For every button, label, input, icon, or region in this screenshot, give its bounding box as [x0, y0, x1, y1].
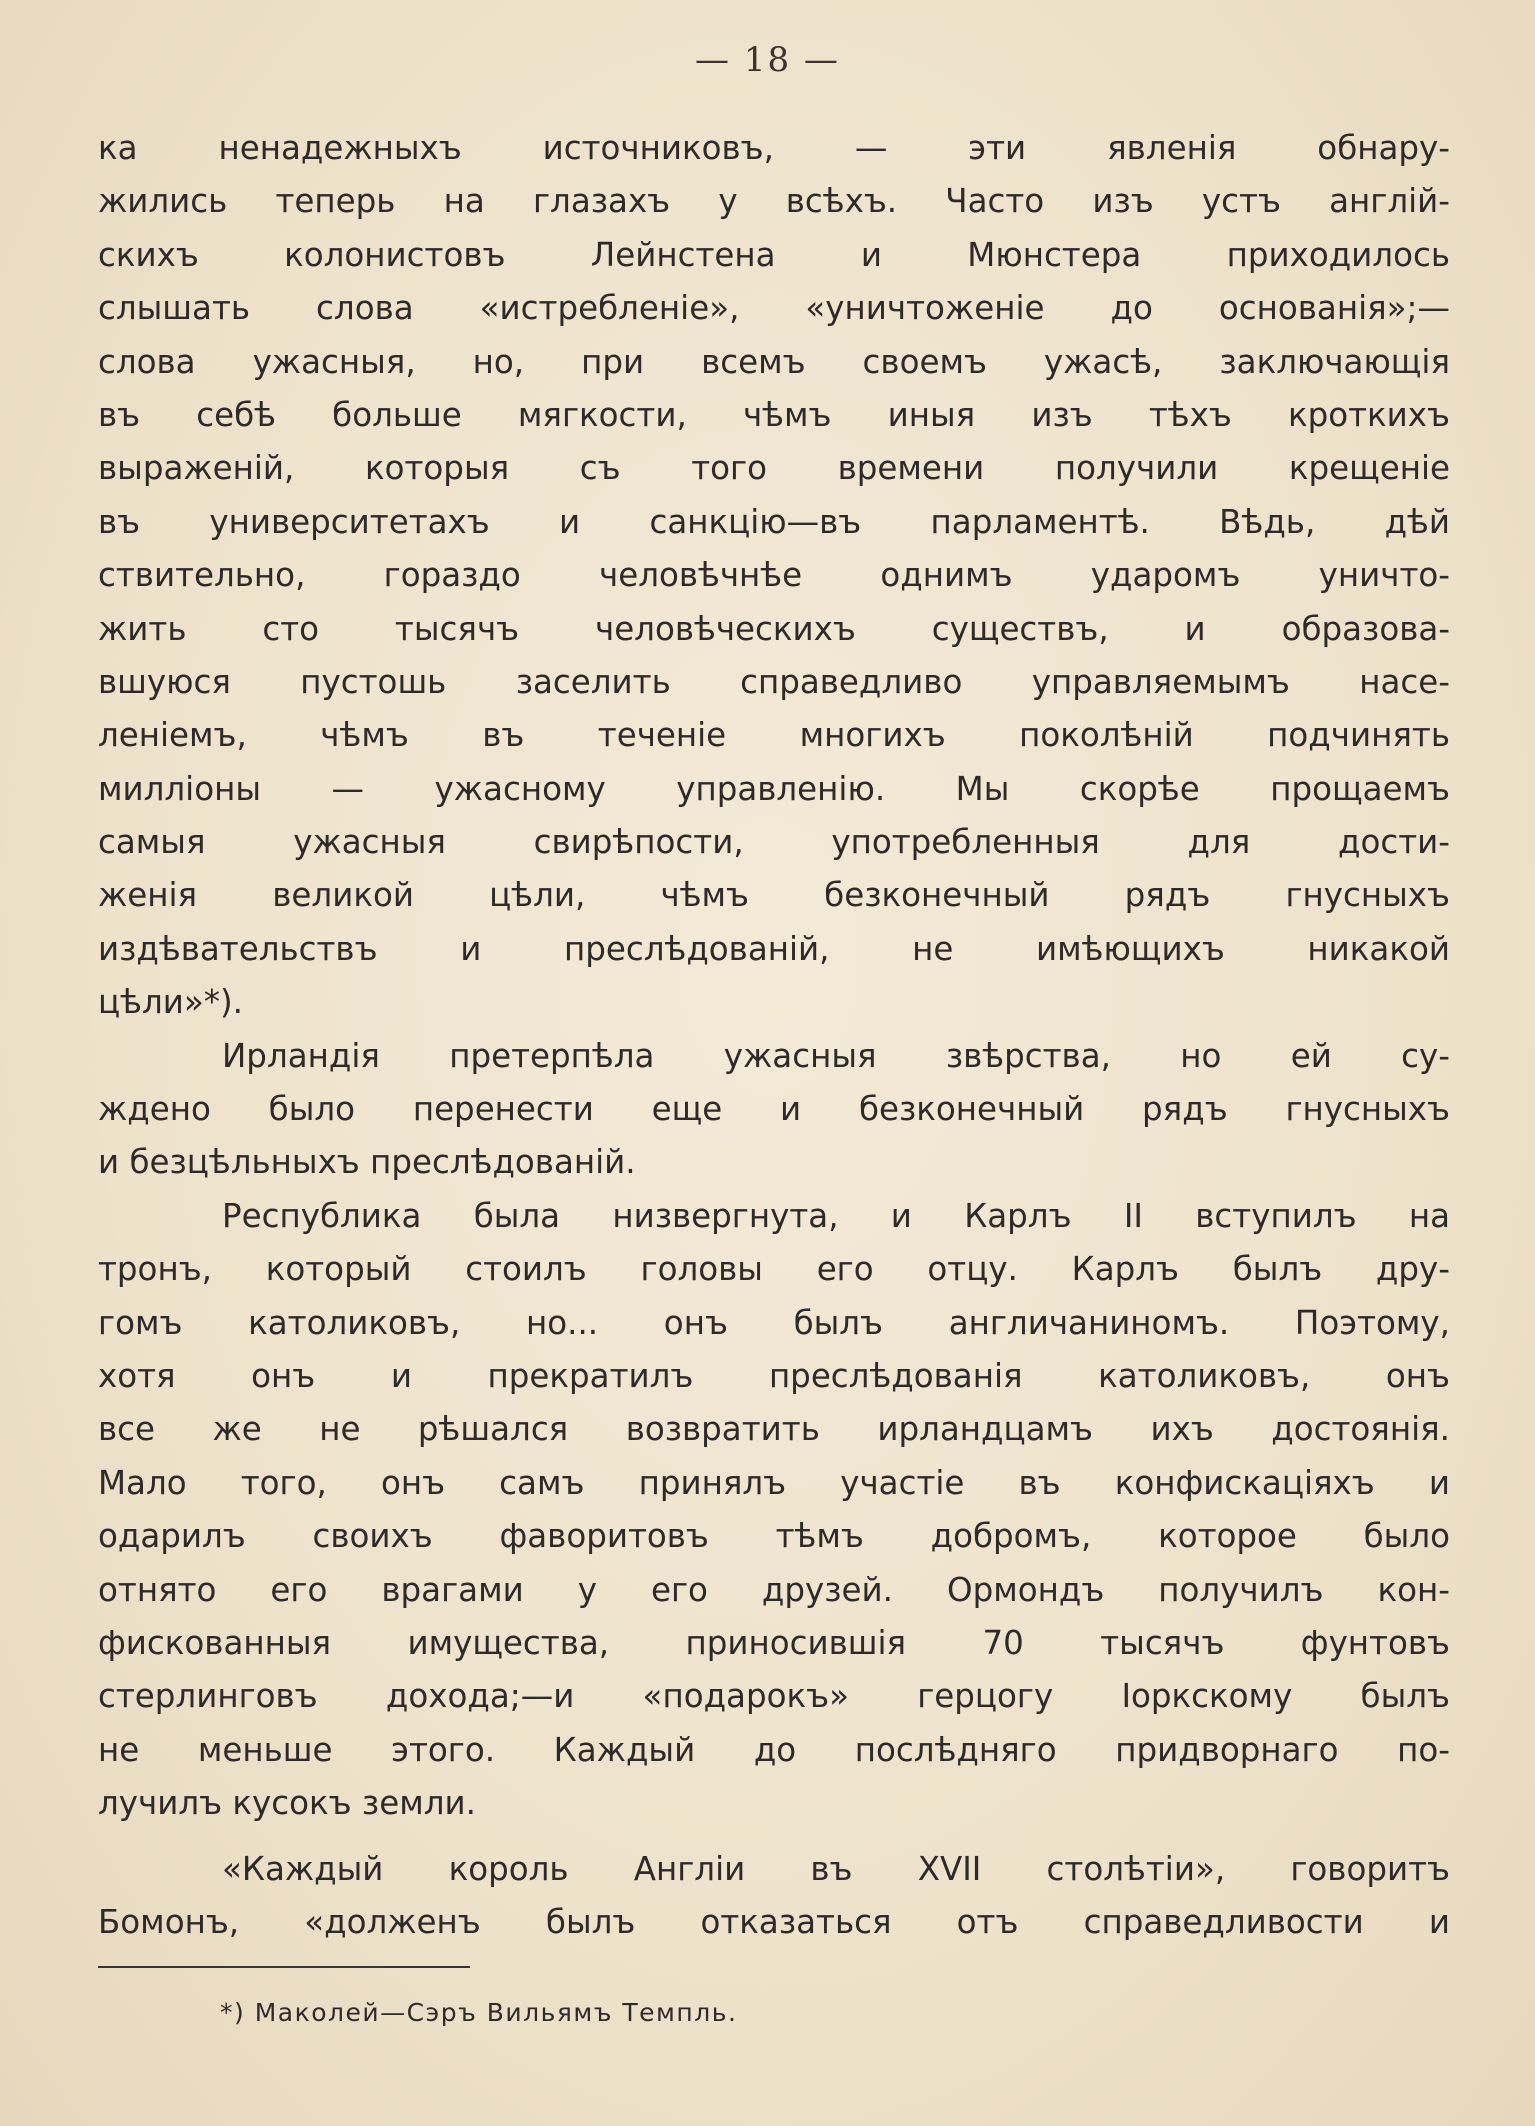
- text-line: Ирландія претерпѣла ужасныя звѣрства, но ей су-: [222, 1036, 1450, 1075]
- footnote: *) Маколей—Сэръ Вильямъ Темпль.: [220, 1998, 738, 2027]
- text-line: и безцѣльныхъ преслѣдованій.: [98, 1143, 636, 1182]
- text-line: вшуюся пустошь заселить справедливо управляемымъ насе-: [98, 662, 1450, 701]
- text-line: женія великой цѣли, чѣмъ безконечный рядъ гнусныхъ: [98, 876, 1450, 915]
- text-line: жились теперь на глазахъ у всѣхъ. Часто изъ устъ англій-: [98, 182, 1450, 221]
- text-line: леніемъ, чѣмъ въ теченіе многихъ поколѣній подчинять: [98, 716, 1450, 755]
- text-line: Республика была низвергнута, и Карлъ II вступилъ на: [222, 1196, 1450, 1235]
- text-line: отнято его врагами у его друзей. Ормондъ получилъ кон-: [98, 1570, 1450, 1609]
- text-line: самыя ужасныя свирѣпости, употребленныя для дости-: [98, 823, 1450, 862]
- text-line: скихъ колонистовъ Лейнстена и Мюнстера приходилось: [98, 235, 1450, 274]
- text-line: тронъ, который стоилъ головы его отцу. Карлъ былъ дру-: [98, 1250, 1450, 1289]
- page-number: — 18 —: [695, 40, 840, 80]
- text-line: стерлинговъ дохода;—и «подарокъ» герцогу Іоркскому былъ: [98, 1677, 1450, 1716]
- text-line: издѣвательствъ и преслѣдованій, не имѣющихъ никакой: [98, 929, 1450, 968]
- text-line: въ университетахъ и санкцію—въ парламентѣ. Вѣдь, дѣй: [98, 502, 1450, 541]
- text-line: фискованныя имущества, приносившія 70 тысячъ фунтовъ: [98, 1623, 1450, 1662]
- text-line: выраженій, которыя съ того времени получили крещеніе: [98, 449, 1450, 488]
- text-line: лучилъ кусокъ земли.: [98, 1784, 476, 1823]
- text-line: «Каждый король Англіи въ XVII столѣтіи», говоритъ: [222, 1849, 1450, 1888]
- text-line: все же не рѣшался возвратить ирландцамъ ихъ достоянія.: [98, 1410, 1450, 1449]
- text-line: Бомонъ, «долженъ былъ отказаться отъ справедливости и: [98, 1902, 1450, 1941]
- text-line: въ себѣ больше мягкости, чѣмъ иныя изъ тѣхъ кроткихъ: [98, 395, 1450, 434]
- text-line: ка ненадежныхъ источниковъ, — эти явленія обнару-: [98, 129, 1450, 167]
- text-line: не меньше этого. Каждый до послѣдняго придворнаго по-: [98, 1730, 1450, 1769]
- text-line: жить сто тысячъ человѣческихъ существъ, и образова-: [98, 609, 1450, 648]
- text-line: милліоны — ужасному управленію. Мы скорѣе прощаемъ: [98, 769, 1450, 808]
- text-line: ствительно, гораздо человѣчнѣе однимъ ударомъ уничто-: [98, 556, 1450, 595]
- text-line: слова ужасныя, но, при всемъ своемъ ужасѣ, заключающія: [98, 342, 1450, 381]
- text-line: ждено было перенести еще и безконечный рядъ гнусныхъ: [98, 1090, 1450, 1129]
- text-line: одарилъ своихъ фаворитовъ тѣмъ добромъ, которое было: [98, 1517, 1450, 1556]
- footnote-divider: [98, 1966, 470, 1968]
- text-line: гомъ католиковъ, но... онъ былъ англичаниномъ. Поэтому,: [98, 1303, 1450, 1342]
- body-text: [98, 122, 1450, 1949]
- text-line: Мало того, онъ самъ принялъ участіе въ конфискаціяхъ и: [98, 1463, 1450, 1502]
- text-line: слышать слова «истребленіе», «уничтоженіе до основанія»;—: [98, 289, 1450, 328]
- text-line: хотя онъ и прекратилъ преслѣдованія католиковъ, онъ: [98, 1356, 1450, 1395]
- text-line: цѣли»*).: [98, 983, 243, 1022]
